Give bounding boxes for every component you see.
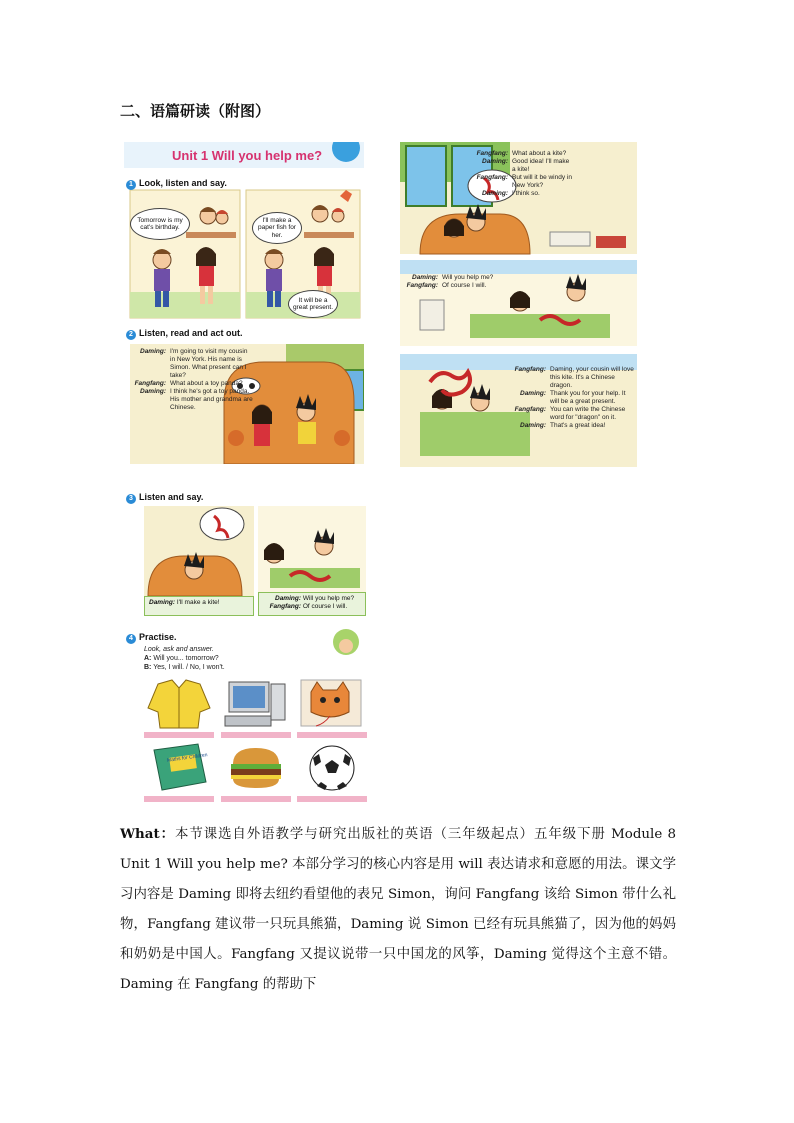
dialogue-line: Fangfang: But will it be windy in New York? <box>476 174 572 189</box>
practise-subtitle: Look, ask and answer. <box>144 646 214 653</box>
practise-line-b: B: Yes, I will. / No, I won't. <box>144 664 225 671</box>
dialogue-line: Daming: I think he's got a toy panda. His mother and grandma are Chinese. <box>140 388 253 411</box>
dialogue-line: Daming: I'm going to visit my cousin in New York. His name is Simon. What present can I take? <box>140 348 248 379</box>
dialogue-panel-1 <box>124 348 254 412</box>
section-4-number: 4 <box>126 634 136 644</box>
textbook-panel-3 <box>124 488 369 808</box>
dialogue-panel-2-top <box>466 150 636 198</box>
section-heading: 二、语篇研读（附图） <box>120 102 271 120</box>
caption-left: Daming: I'll make a kite! <box>144 596 254 616</box>
jacket-icon <box>144 678 214 730</box>
cat-kite-icon <box>297 678 367 730</box>
dialogue-line: Daming: Will you help me? <box>412 274 494 281</box>
answer-blank <box>144 732 214 738</box>
dialogue-line: Daming: Good idea! I'll make a kite! <box>482 158 570 173</box>
dialogue-line: Daming: I think so. <box>482 190 540 197</box>
football-icon <box>297 742 367 794</box>
computer-icon <box>221 678 291 730</box>
textbook-panel-1 <box>124 142 364 464</box>
section-2-title: 2 Listen, read and act out. <box>126 328 243 340</box>
section-2-number: 2 <box>126 330 136 340</box>
answer-blank <box>144 796 214 802</box>
dialogue-line: Daming: That's a great idea! <box>520 422 606 429</box>
speech-bubble-great-present: It will be a great present. <box>288 290 338 318</box>
answer-blank <box>297 732 367 738</box>
section-3-number: 3 <box>126 494 136 504</box>
what-label: What： <box>120 826 175 842</box>
answer-blank <box>221 796 291 802</box>
answer-blank <box>221 732 291 738</box>
section-3-title: 3 Listen and say. <box>126 492 203 504</box>
dialogue-panel-2-bottom <box>504 366 636 430</box>
what-body: 本节课选自外语教学与研究出版社的英语（三年级起点）五年级下册 Module 8 Unit 1 Will you help me? 本部分学习的核心内容是用 will 表达请求和意愿的用法。课文学习内容是 Daming 即将去纽约看望他的表兄 Simon，询问 Fangfang 该给 Simon 带什么礼物，Fangfang 建议带一只玩具熊猫，Daming 说 Simon 已经有玩具熊猫了，因为他的妈妈和奶奶是中国人。Fangfang 又提议说带一只中国龙的风筝，Daming 觉得这个主意不错。Daming 在 Fangfang 的帮助下 <box>120 827 676 992</box>
dialogue-line: Daming: Thank you for your help. It will be a great present. <box>520 390 626 405</box>
unit-title: Unit 1 Will you help me? <box>172 148 323 163</box>
section-4-title: 4 Practise. <box>126 632 177 644</box>
dialogue-line: Fangfang: What about a toy panda? <box>134 380 243 387</box>
dialogue-line: Fangfang: Daming, your cousin will love this kite. It's a Chinese dragon. <box>514 366 634 389</box>
hamburger-icon <box>221 742 291 794</box>
textbook-panel-2 <box>400 142 637 467</box>
book-icon <box>144 742 214 794</box>
book-title-text: Maths for Children <box>166 752 208 764</box>
dialogue-line: Fangfang: What about a kite? <box>476 150 567 157</box>
dialogue-line: Fangfang: You can write the Chinese word for "dragon" on it. <box>514 406 626 421</box>
practise-line-a: A: Will you... tomorrow? <box>144 655 219 662</box>
dialogue-panel-2-mid <box>400 274 536 290</box>
speech-bubble-paper-fish: I'll make a paper fish for her. <box>252 212 302 244</box>
speech-bubble-birthday: Tomorrow is my cat's birthday. <box>130 208 190 240</box>
section-1-number: 1 <box>126 180 136 190</box>
what-paragraph <box>120 819 676 1000</box>
caption-right: Daming: Will you help me? Fangfang: Of course I will. <box>258 592 366 616</box>
answer-blank <box>297 796 367 802</box>
dialogue-line: Fangfang: Of course I will. <box>406 282 487 289</box>
section-1-title: 1 Look, listen and say. <box>126 178 227 190</box>
